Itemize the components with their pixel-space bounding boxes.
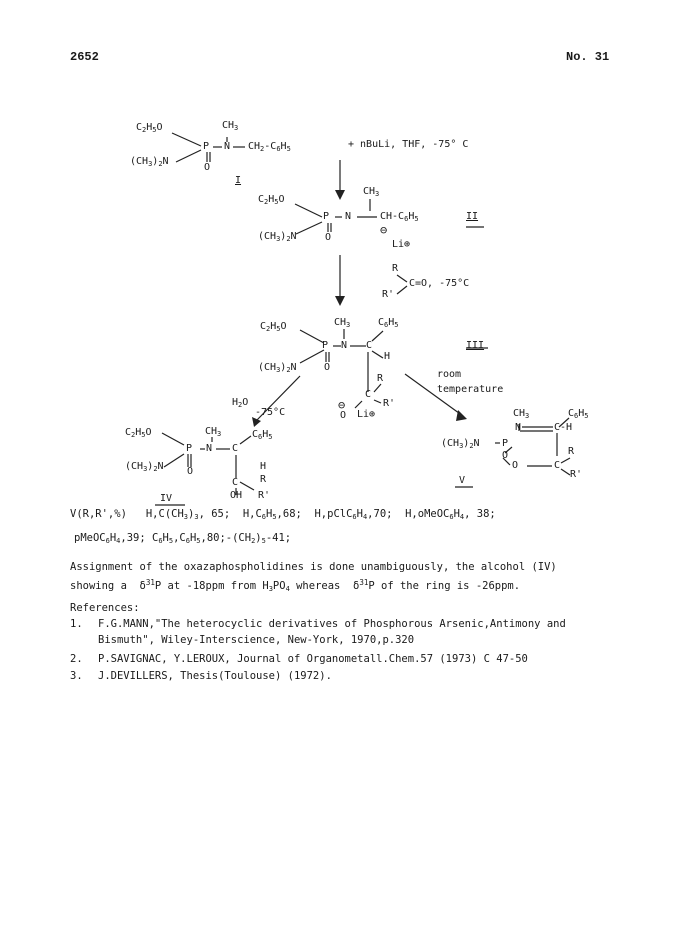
carbonyl-R: R (392, 263, 399, 274)
reference-1-line-1: F.G.MANN,"The heterocyclic derivatives of Phosphorous Arsenic,Antimony and (98, 618, 566, 630)
compound-label-V: V (459, 475, 466, 486)
lithium-cation: Li⊕ (357, 409, 376, 420)
ring-oxygen: O (512, 460, 519, 471)
methyl-group: $CH_3$ (363, 186, 380, 198)
compound-label-III: III (466, 340, 485, 351)
ethoxy-group: $C_2H_5O$ (136, 122, 163, 134)
alcohol-R-prime: R' (258, 490, 271, 501)
reference-number: 2. (70, 653, 83, 665)
carbon-atom: C (232, 443, 239, 454)
negative-charge: ⊖ (338, 398, 346, 412)
water-reagent: $H_2O$ (232, 397, 249, 409)
phosphorus-atom: P (186, 443, 193, 454)
carbon-atom: C (366, 340, 373, 351)
carbonyl-conditions: C=O, -75°C (409, 278, 470, 289)
phosphoryl-oxygen: O (187, 466, 194, 477)
page-number: 2652 (70, 50, 99, 64)
phosphorus-atom: P (203, 141, 210, 152)
hydrogen-atom: H (260, 461, 267, 472)
dimethylamino-group: $(CH_3)_2N$ (258, 362, 297, 374)
ethoxy-group: $C_2H_5O$ (258, 194, 285, 206)
reference-3-line-1: J.DEVILLERS, Thesis(Toulouse) (1972). (98, 670, 332, 682)
ring-carbon: C (554, 460, 561, 471)
carbon-atom: C (365, 389, 372, 400)
methyl-group: $CH_3$ (334, 317, 351, 329)
alkoxide-oxygen: O (340, 410, 347, 421)
alkoxide-R-prime: R' (383, 398, 396, 409)
phosphoryl-oxygen: O (325, 232, 332, 243)
phosphorus-atom: P (322, 340, 329, 351)
lithium-cation: Li⊕ (392, 239, 411, 250)
phosphoryl-oxygen: O (204, 162, 211, 173)
phosphoryl-oxygen: O (502, 450, 509, 461)
nitrogen-atom: N (206, 443, 213, 454)
reference-1-line-2: Bismuth", Wiley-Interscience, New-York, 1970,p.320 (98, 634, 415, 646)
phenyl-group: $C_6H_5$ (378, 317, 399, 329)
carbonyl-R-prime: R' (382, 289, 395, 300)
compound-label-II: II (466, 211, 479, 222)
issue-number: No. 31 (566, 50, 610, 64)
nitrogen-atom: N (345, 211, 352, 222)
phosphorus-atom: P (502, 438, 509, 449)
carbanion-phenyl: $CH-C_6H_5$ (380, 211, 419, 223)
compound-label-IV: IV (160, 493, 173, 504)
references-heading: References: (70, 602, 140, 614)
ring-R: R (568, 446, 575, 457)
carbon-atom: C (232, 477, 239, 488)
methyl-group: $CH_3$ (205, 426, 222, 438)
ring-R-prime: R' (570, 469, 583, 480)
alkoxide-R: R (377, 373, 384, 384)
assignment-text-line-1: Assignment of the oxazaphospholidines is done unambiguously, the alcohol (IV) (70, 561, 557, 573)
dimethylamino-group: $(CH_3)_2N$ (258, 231, 297, 243)
methyl-group: $CH_3$ (513, 408, 530, 420)
compound-label-I: I (235, 175, 242, 186)
phenyl-group: $C_6H_5$ (252, 429, 273, 441)
yields-line-2: $pMeOC_6H_4,39$; $C_6H_5,C_6H_5,80;-(CH_2)_5-41$; (74, 532, 292, 545)
dimethylamino-group: $(CH_3)_2N$ (130, 156, 169, 168)
phenyl-group: $C_6H_5$ (568, 408, 589, 420)
negative-charge: ⊖ (380, 223, 388, 237)
dimethylamino-group: $(CH_3)_2N$ (125, 461, 164, 473)
ring-carbon-H: C-H (554, 422, 573, 433)
nitrogen-atom: N (224, 141, 231, 152)
alcohol-R: R (260, 474, 267, 485)
reference-number: 1. (70, 618, 83, 630)
room-temperature-label: temperature (437, 384, 504, 395)
reagents-top: + nBuLi, THF, -75° C (348, 139, 469, 150)
reference-number: 3. (70, 670, 83, 682)
hydrogen-atom: H (384, 351, 391, 362)
room-temperature-label: room (437, 369, 462, 380)
methyl-group: $CH_3$ (222, 120, 239, 132)
ethoxy-group: $C_2H_5O$ (125, 427, 152, 439)
assignment-text-line-2: showing a $\delta^{31}P$ at -18ppm from $H_3PO_4$ whereas $\delta^{31}P$ of the ring is -26ppm. (70, 578, 521, 593)
nitrogen-atom: N (515, 422, 522, 433)
hydroxyl-group: OH (230, 490, 243, 501)
yields-line-1: V(R,R',%) $H,C(CH_3)_3$, 65; $H,C_6H_5,68$; $H,pClC_6H_4,70$; $H,oMeOC_6H_4$, 38; (70, 508, 496, 521)
phosphorus-atom: P (323, 211, 330, 222)
reference-2-line-1: P.SAVIGNAC, Y.LEROUX, Journal of Organometall.Chem.57 (1973) C 47-50 (98, 653, 528, 665)
phosphoryl-oxygen: O (324, 362, 331, 373)
dimethylamino-group: $(CH_3)_2N$ (441, 438, 480, 450)
ethoxy-group: $C_2H_5O$ (260, 321, 287, 333)
benzyl-group: $CH_2-C_6H_5$ (248, 141, 291, 153)
water-conditions: -75°C (255, 407, 286, 418)
nitrogen-atom: N (341, 340, 348, 351)
